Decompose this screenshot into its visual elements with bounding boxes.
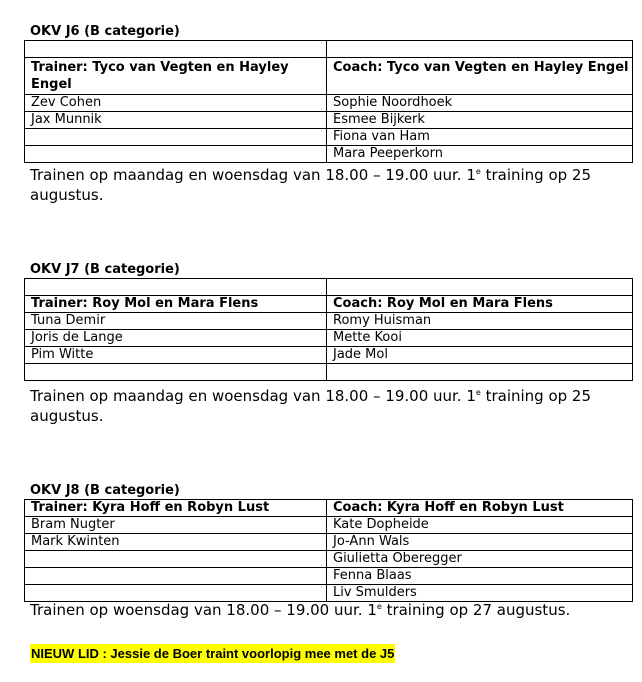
coach-name: Giulietta Oberegger (327, 551, 633, 568)
table-row (25, 279, 633, 296)
training-note: Trainen op woensdag van 18.00 – 19.00 uur. 1e training op 27 augustus. (30, 601, 571, 619)
coach-name (327, 364, 633, 381)
table-row (25, 347, 633, 364)
trainer-name: Mark Kwinten (25, 534, 327, 551)
coach-name: Esmee Bijkerk (327, 112, 633, 129)
table-header-row (25, 296, 633, 313)
coach-name: Liv Smulders (327, 585, 633, 602)
trainer-header: Trainer: Tyco van Vegten en Hayley Engel (25, 58, 327, 95)
coach-header: Coach: Kyra Hoff en Robyn Lust (327, 500, 633, 517)
trainer-name (25, 364, 327, 381)
trainer-name (25, 568, 327, 585)
table-row (25, 313, 633, 330)
table-row (25, 364, 633, 381)
table-row (25, 534, 633, 551)
table-row (25, 585, 633, 602)
coach-name: Jo-Ann Wals (327, 534, 633, 551)
table-cell (327, 279, 633, 296)
trainer-header: Trainer: Roy Mol en Mara Flens (25, 296, 327, 313)
new-member-notice: NIEUW LID : Jessie de Boer traint voorlopig mee met de J5 (31, 646, 395, 661)
table-row (25, 112, 633, 129)
team-heading: OKV J7 (B categorie) (30, 262, 180, 277)
trainer-name: Jax Munnik (25, 112, 327, 129)
table-row (25, 146, 633, 163)
trainer-name (25, 146, 327, 163)
training-note: Trainen op maandag en woensdag van 18.00 – 19.00 uur. 1e training op 25 augustus. (30, 166, 592, 204)
trainer-name: Tuna Demir (25, 313, 327, 330)
table-row (25, 551, 633, 568)
trainer-name: Joris de Lange (25, 330, 327, 347)
table-header-row (25, 58, 633, 95)
team-heading: OKV J8 (B categorie) (30, 483, 180, 498)
trainer-name (25, 551, 327, 568)
trainer-name (25, 585, 327, 602)
table-header-row (25, 500, 633, 517)
trainer-name (25, 129, 327, 146)
trainer-header: Trainer: Kyra Hoff en Robyn Lust (25, 500, 327, 517)
coach-name: Sophie Noordhoek (327, 95, 633, 112)
coach-header: Coach: Roy Mol en Mara Flens (327, 296, 633, 313)
trainer-name: Pim Witte (25, 347, 327, 364)
coach-name: Jade Mol (327, 347, 633, 364)
table-cell (25, 41, 327, 58)
coach-header: Coach: Tyco van Vegten en Hayley Engel (327, 58, 633, 95)
team-heading: OKV J6 (B categorie) (30, 24, 180, 39)
trainer-name: Zev Cohen (25, 95, 327, 112)
table-row (25, 129, 633, 146)
table-row (25, 568, 633, 585)
coach-name: Fenna Blaas (327, 568, 633, 585)
table-cell (25, 279, 327, 296)
trainer-name: Bram Nugter (25, 517, 327, 534)
table-row (25, 330, 633, 347)
team-table (24, 40, 633, 163)
team-table (24, 499, 633, 602)
table-row (25, 95, 633, 112)
team-table (24, 278, 633, 381)
coach-name: Mara Peeperkorn (327, 146, 633, 163)
coach-name: Fiona van Ham (327, 129, 633, 146)
coach-name: Mette Kooi (327, 330, 633, 347)
table-cell (327, 41, 633, 58)
coach-name: Kate Dopheide (327, 517, 633, 534)
coach-name: Romy Huisman (327, 313, 633, 330)
training-note: Trainen op maandag en woensdag van 18.00 – 19.00 uur. 1e training op 25 augustus. (30, 387, 592, 425)
table-row (25, 517, 633, 534)
table-row (25, 41, 633, 58)
